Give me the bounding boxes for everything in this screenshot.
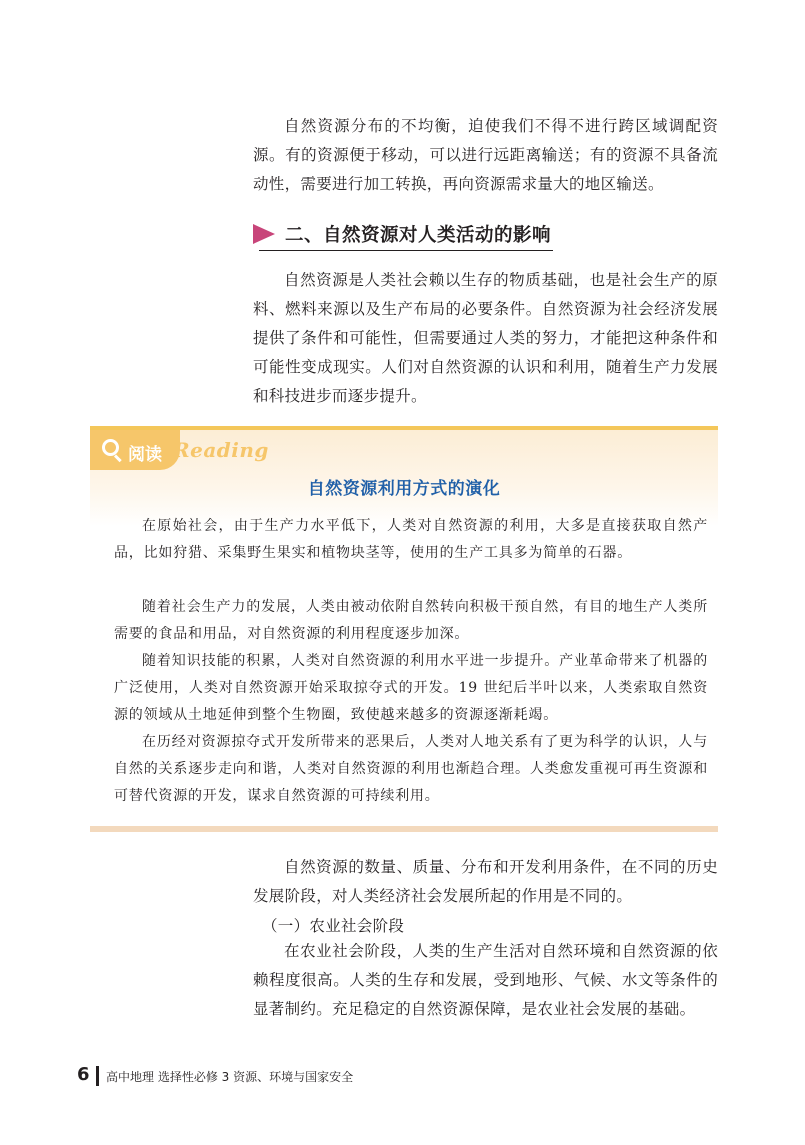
body-paragraph: 自然资源分布的不均衡，迫使我们不得不进行跨区域调配资源。有的资源便于移动，可以进行远距离输送；有的资源不具备流动性，需要进行加工转换，再向资源需求量大的地区输送。 (253, 117, 718, 193)
magnifier-handle (114, 454, 122, 462)
page-footer (77, 1062, 477, 1088)
reading-paragraph: 在原始社会，由于生产力水平低下，人类对自然资源的利用，大多是直接获取自然产品，比如狩猎、采集野生果实和植物块茎等，使用的生产工具多为简单的石器。 (114, 518, 708, 561)
heading-underline (259, 250, 553, 251)
magnifier-icon (102, 439, 119, 456)
body-paragraph: 在农业社会阶段，人类的生产生活对自然环境和自然资源的依赖程度很高。人类的生存和发展，受到地形、气候、水文等条件的显著制约。充足稳定的自然资源保障，是农业社会发展的基础。 (253, 942, 718, 1018)
section-heading (253, 218, 553, 254)
reading-paragraph: 随着知识技能的积累，人类对自然资源的利用水平进一步提升。产业革命带来了机器的广泛使用，人类对自然资源开始采取掠夺式的开发。19 世纪后半叶以来，人类索取自然资源的领域从土地延伸到整个生物圈，致使越来越多的资源逐渐耗竭。 (114, 653, 708, 723)
footer-divider (96, 1066, 99, 1086)
reading-tab (90, 430, 180, 470)
reading-title: 自然资源利用方式的演化 (307, 479, 501, 499)
heading-arrow-icon (253, 224, 275, 244)
reading-tab-english: Reading (173, 438, 269, 462)
book-title: 高中地理 选择性必修 3 资源、环境与国家安全 (106, 1070, 354, 1084)
sub-heading: （一）农业社会阶段 (262, 917, 405, 935)
reading-tab-label: 阅读 (128, 445, 162, 465)
section-heading-title: 二、自然资源对人类活动的影响 (285, 225, 552, 246)
reading-box (90, 426, 718, 832)
reading-paragraph: 随着社会生产力的发展，人类由被动依附自然转向积极干预自然，有目的地生产人类所需要的食品和用品，对自然资源的利用程度逐步加深。 (114, 599, 708, 642)
body-paragraph: 自然资源是人类社会赖以生存的物质基础，也是社会生产的原料、燃料来源以及生产布局的必要条件。自然资源为社会经济发展提供了条件和可能性，但需要通过人类的努力，才能把这种条件和可能性变成现实。人们对自然资源的认识和利用，随着生产力发展和科技进步而逐步提升。 (253, 271, 718, 405)
body-paragraph: 自然资源的数量、质量、分布和开发利用条件，在不同的历史发展阶段，对人类经济社会发展所起的作用是不同的。 (253, 858, 718, 905)
reading-paragraph: 在历经对资源掠夺式开发所带来的恶果后，人类对人地关系有了更为科学的认识，人与自然的关系逐步走向和谐，人类对自然资源的利用也渐趋合理。人类愈发重视可再生资源和可替代资源的开发，谋求自然资源的可持续利用。 (114, 734, 708, 804)
reading-bottom-bar (90, 826, 718, 832)
page-number: 6 (77, 1064, 90, 1085)
